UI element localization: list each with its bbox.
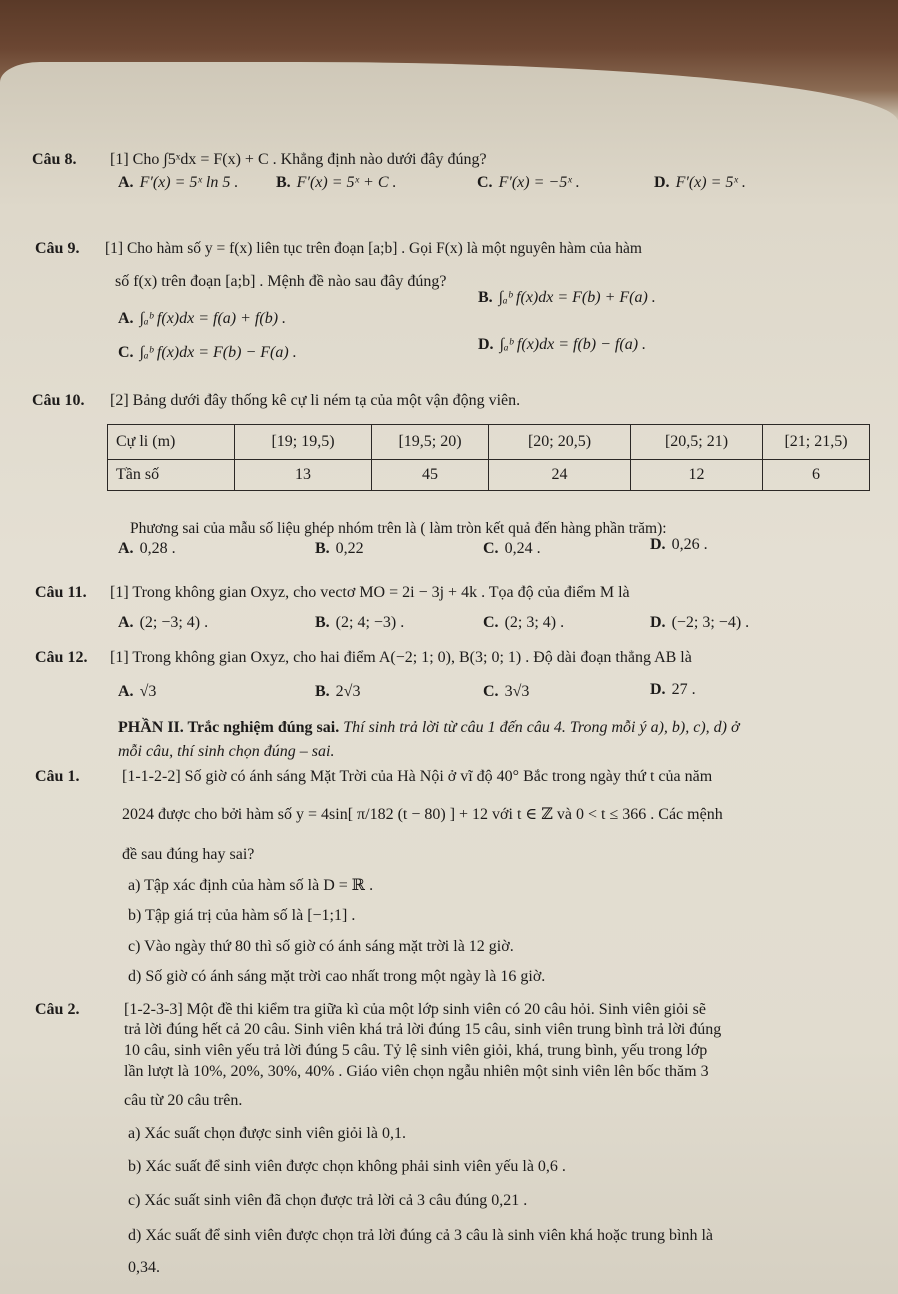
option-text: (−2; 3; −4) . — [671, 614, 750, 631]
q12-text: [1] Trong không gian Oxyz, cho hai điểm A(−2; 1; 0), B(3; 0; 1) . Độ dài đoạn thẳng AB là — [110, 649, 692, 666]
p2q2-item-c[interactable]: c) Xác suất sinh viên đã chọn được trả lời cả 3 câu đúng 0,21 . — [128, 1192, 528, 1209]
q10-option-c[interactable] — [483, 540, 541, 558]
option-text: F′(x) = −5ˣ . — [498, 174, 580, 191]
table-header-distance: Cự li (m) — [108, 425, 235, 460]
q9-option-b[interactable] — [478, 289, 656, 307]
table-cell: [20,5; 21) — [631, 425, 763, 460]
option-label: D. — [650, 614, 666, 631]
option-label: D. — [478, 336, 494, 353]
table-header-frequency: Tần số — [108, 460, 235, 491]
option-text: 0,24 . — [504, 540, 541, 557]
table-cell: 13 — [235, 460, 372, 491]
p2q2-line: lần lượt là 10%, 20%, 30%, 40% . Giáo viên chọn ngẫu nhiên một sinh viên lên bốc thăm 3 — [124, 1063, 709, 1080]
q12-option-c[interactable] — [483, 683, 529, 701]
part2-instructions-cont: mỗi câu, thí sinh chọn đúng – sai. — [118, 743, 335, 760]
table-cell: 24 — [489, 460, 631, 491]
option-label: C. — [483, 614, 499, 631]
p2q1-item-d[interactable]: d) Số giờ có ánh sáng mặt trời cao nhất trong một ngày là 16 giờ. — [128, 968, 546, 985]
q8-option-a[interactable] — [118, 174, 238, 192]
q10-option-d[interactable] — [650, 536, 708, 554]
option-text: F′(x) = 5ˣ ln 5 . — [139, 174, 239, 191]
p2q2-item-d[interactable]: d) Xác suất để sinh viên được chọn trả lời đúng cả 3 câu là sinh viên khá hoặc trung bình là — [128, 1227, 713, 1244]
option-text: 3√3 — [504, 683, 530, 700]
option-label: B. — [276, 174, 291, 191]
option-label: A. — [118, 174, 134, 191]
p2q1-item-b[interactable]: b) Tập giá trị của hàm số là [−1;1] . — [128, 907, 356, 924]
p2q1-item-c[interactable]: c) Vào ngày thứ 80 thì số giờ có ánh sáng mặt trời là 12 giờ. — [128, 938, 514, 955]
q11-label: Câu 11. — [35, 584, 87, 601]
q8-label: Câu 8. — [32, 151, 77, 168]
q11-text: [1] Trong không gian Oxyz, cho vectơ MO = 2i − 3j + 4k . Tọa độ của điểm M là — [110, 584, 630, 601]
p2q1-line1: [1-1-2-2] Số giờ có ánh sáng Mặt Trời của Hà Nội ở vĩ độ 40° Bắc trong ngày thứ t của năm — [122, 768, 713, 785]
q9-line1: [1] Cho hàm số y = f(x) liên tục trên đoạn [a;b] . Gọi F(x) là một nguyên hàm của hàm — [105, 240, 642, 257]
q11-option-c[interactable] — [483, 614, 564, 632]
q10-option-a[interactable] — [118, 540, 176, 558]
table-row — [108, 425, 870, 460]
part2-header — [118, 718, 740, 738]
q9-option-c[interactable] — [118, 344, 297, 362]
q12-label: Câu 12. — [35, 649, 88, 666]
q9-label: Câu 9. — [35, 240, 80, 257]
q11-option-d[interactable] — [650, 614, 749, 632]
p2q2-label: Câu 2. — [35, 1001, 80, 1018]
option-label: D. — [654, 174, 670, 191]
p2q2-item-d-cont: 0,34. — [128, 1259, 160, 1276]
q12-option-a[interactable] — [118, 683, 156, 701]
option-label: B. — [478, 289, 493, 306]
part2-instructions: Thí sinh trả lời từ câu 1 đến câu 4. Trong mỗi ý a), b), c), d) ở — [339, 719, 740, 736]
p2q2-line: câu từ 20 câu trên. — [124, 1092, 243, 1109]
table-cell: [21; 21,5) — [763, 425, 870, 460]
q12-option-b[interactable] — [315, 683, 360, 701]
option-label: C. — [483, 540, 499, 557]
q8-option-c[interactable] — [477, 174, 580, 192]
option-text: ∫ₐᵇ f(x)dx = F(b) − F(a) . — [139, 344, 297, 361]
option-label: C. — [118, 344, 134, 361]
q10-label: Câu 10. — [32, 392, 85, 409]
p2q2-item-a[interactable]: a) Xác suất chọn được sinh viên giỏi là 0,1. — [128, 1125, 406, 1142]
option-label: D. — [650, 681, 666, 698]
option-label: B. — [315, 614, 330, 631]
option-text: 0,26 . — [671, 536, 708, 553]
q8-text: [1] Cho ∫5ˣdx = F(x) + C . Khẳng định nào dưới đây đúng? — [110, 151, 487, 168]
q9-option-a[interactable] — [118, 310, 286, 328]
table-cell: 45 — [372, 460, 489, 491]
option-text: (2; 4; −3) . — [335, 614, 405, 631]
option-text: (2; −3; 4) . — [139, 614, 209, 631]
option-text: F′(x) = 5ˣ . — [675, 174, 746, 191]
option-text: ∫ₐᵇ f(x)dx = f(b) − f(a) . — [499, 336, 647, 353]
p2q1-item-a[interactable]: a) Tập xác định của hàm số là D = ℝ . — [128, 877, 374, 894]
p2q1-line2: 2024 được cho bởi hàm số y = 4sin[ π/182 (t − 80) ] + 12 với t ∈ ℤ và 0 < t ≤ 366 . Các mệnh — [122, 806, 723, 823]
option-text: √3 — [139, 683, 157, 700]
p2q2-line: [1-2-3-3] Một đề thi kiểm tra giữa kì của một lớp sinh viên có 20 câu hỏi. Sinh viên giỏi sẽ — [124, 1001, 706, 1018]
option-text: 27 . — [671, 681, 696, 698]
q10-text: [2] Bảng dưới đây thống kê cự li ném tạ của một vận động viên. — [110, 392, 521, 409]
table-cell: 6 — [763, 460, 870, 491]
option-label: A. — [118, 310, 134, 327]
option-label: B. — [315, 540, 330, 557]
q9-option-d[interactable] — [478, 336, 646, 354]
frequency-table — [107, 424, 870, 491]
q8-option-d[interactable] — [654, 174, 746, 192]
q9-line2: số f(x) trên đoạn [a;b] . Mệnh đề nào sau đây đúng? — [115, 273, 447, 290]
option-text: 0,22 — [335, 540, 364, 557]
table-row — [108, 460, 870, 491]
q11-option-b[interactable] — [315, 614, 404, 632]
option-text: (2; 3; 4) . — [504, 614, 565, 631]
q8-option-b[interactable] — [276, 174, 396, 192]
q10-option-b[interactable] — [315, 540, 364, 558]
table-cell: [19; 19,5) — [235, 425, 372, 460]
q12-option-d[interactable] — [650, 681, 696, 699]
p2q1-line3: đề sau đúng hay sai? — [122, 846, 255, 863]
table-cell: [20; 20,5) — [489, 425, 631, 460]
p2q1-label: Câu 1. — [35, 768, 80, 785]
option-label: C. — [483, 683, 499, 700]
option-label: C. — [477, 174, 493, 191]
option-label: B. — [315, 683, 330, 700]
p2q2-item-b[interactable]: b) Xác suất để sinh viên được chọn không phải sinh viên yếu là 0,6 . — [128, 1158, 566, 1175]
option-text: 2√3 — [335, 683, 361, 700]
option-label: A. — [118, 683, 134, 700]
option-text: 0,28 . — [139, 540, 176, 557]
option-text: ∫ₐᵇ f(x)dx = F(b) + F(a) . — [498, 289, 656, 306]
option-text: ∫ₐᵇ f(x)dx = f(a) + f(b) . — [139, 310, 287, 327]
p2q2-line: trả lời đúng hết cả 20 câu. Sinh viên khá trả lời đúng 15 câu, sinh viên trung bình trả lời đúng — [124, 1021, 722, 1038]
option-text: F′(x) = 5ˣ + C . — [296, 174, 397, 191]
q11-option-a[interactable] — [118, 614, 208, 632]
p2q2-line: 10 câu, sinh viên yếu trả lời đúng 5 câu. Tỷ lệ sinh viên giỏi, khá, trung bình, yếu trong lớp — [124, 1042, 708, 1059]
table-cell: 12 — [631, 460, 763, 491]
q10-prompt: Phương sai của mẫu số liệu ghép nhóm trên là ( làm tròn kết quả đến hàng phần trăm): — [130, 520, 667, 537]
table-cell: [19,5; 20) — [372, 425, 489, 460]
option-label: A. — [118, 614, 134, 631]
option-label: A. — [118, 540, 134, 557]
option-label: D. — [650, 536, 666, 553]
part2-title: PHẦN II. Trắc nghiệm đúng sai. — [118, 719, 340, 736]
